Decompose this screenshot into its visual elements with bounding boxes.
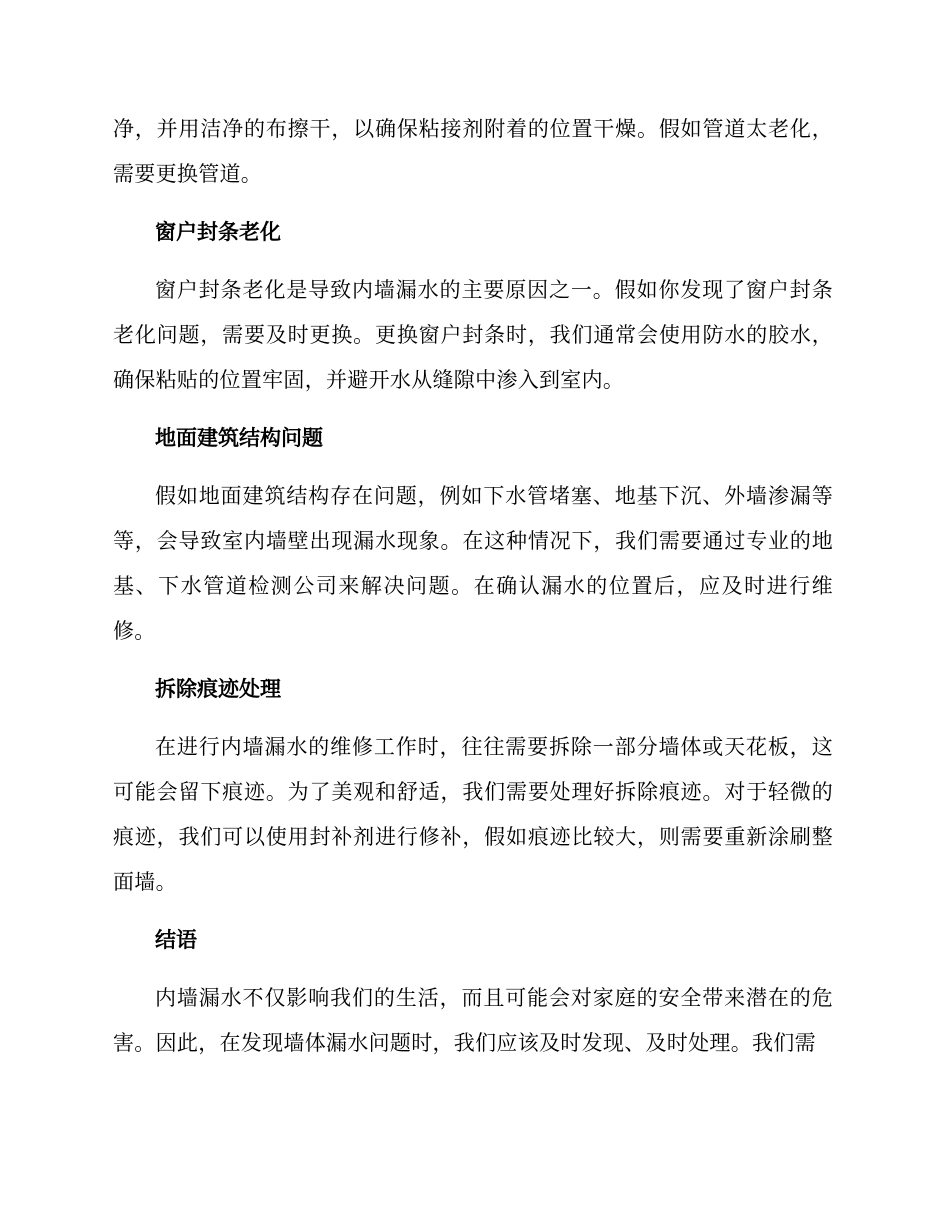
document-page xyxy=(113,107,833,1066)
intro-paragraph: 净，并用洁净的布擦干，以确保粘接剂附着的位置干燥。假如管道太老化，需要更换管道。 xyxy=(113,117,833,186)
section-heading-window-seal: 窗户封条老化 xyxy=(155,220,281,244)
section-heading-ground-structure: 地面建筑结构问题 xyxy=(155,426,323,450)
section-body-ground-structure: 假如地面建筑结构存在问题，例如下水管堵塞、地基下沉、外墙渗漏等等，会导致室内墙壁出现漏水现象。在这种情况下，我们需要通过专业的地基、下水管道检测公司来解决问题。在确认漏水的位置后，应及时进行维修。 xyxy=(113,484,833,643)
section-heading-conclusion: 结语 xyxy=(155,928,197,952)
section-body-demolition-marks: 在进行内墙漏水的维修工作时，往往需要拆除一部分墙体或天花板，这可能会留下痕迹。为了美观和舒适，我们需要处理好拆除痕迹。对于轻微的痕迹，我们可以使用封补剂进行修补，假如痕迹比较大，则需要重新涂刷整面墙。 xyxy=(113,735,833,894)
section-body-conclusion: 内墙漏水不仅影响我们的生活，而且可能会对家庭的安全带来潜在的危害。因此，在发现墙体漏水问题时，我们应该及时发现、及时处理。我们需 xyxy=(113,986,833,1055)
section-body-window-seal: 窗户封条老化是导致内墙漏水的主要原因之一。假如你发现了窗户封条老化问题，需要及时更换。更换窗户封条时，我们通常会使用防水的胶水，确保粘贴的位置牢固，并避开水从缝隙中渗入到室内。 xyxy=(113,278,833,392)
section-heading-demolition-marks: 拆除痕迹处理 xyxy=(155,677,281,701)
